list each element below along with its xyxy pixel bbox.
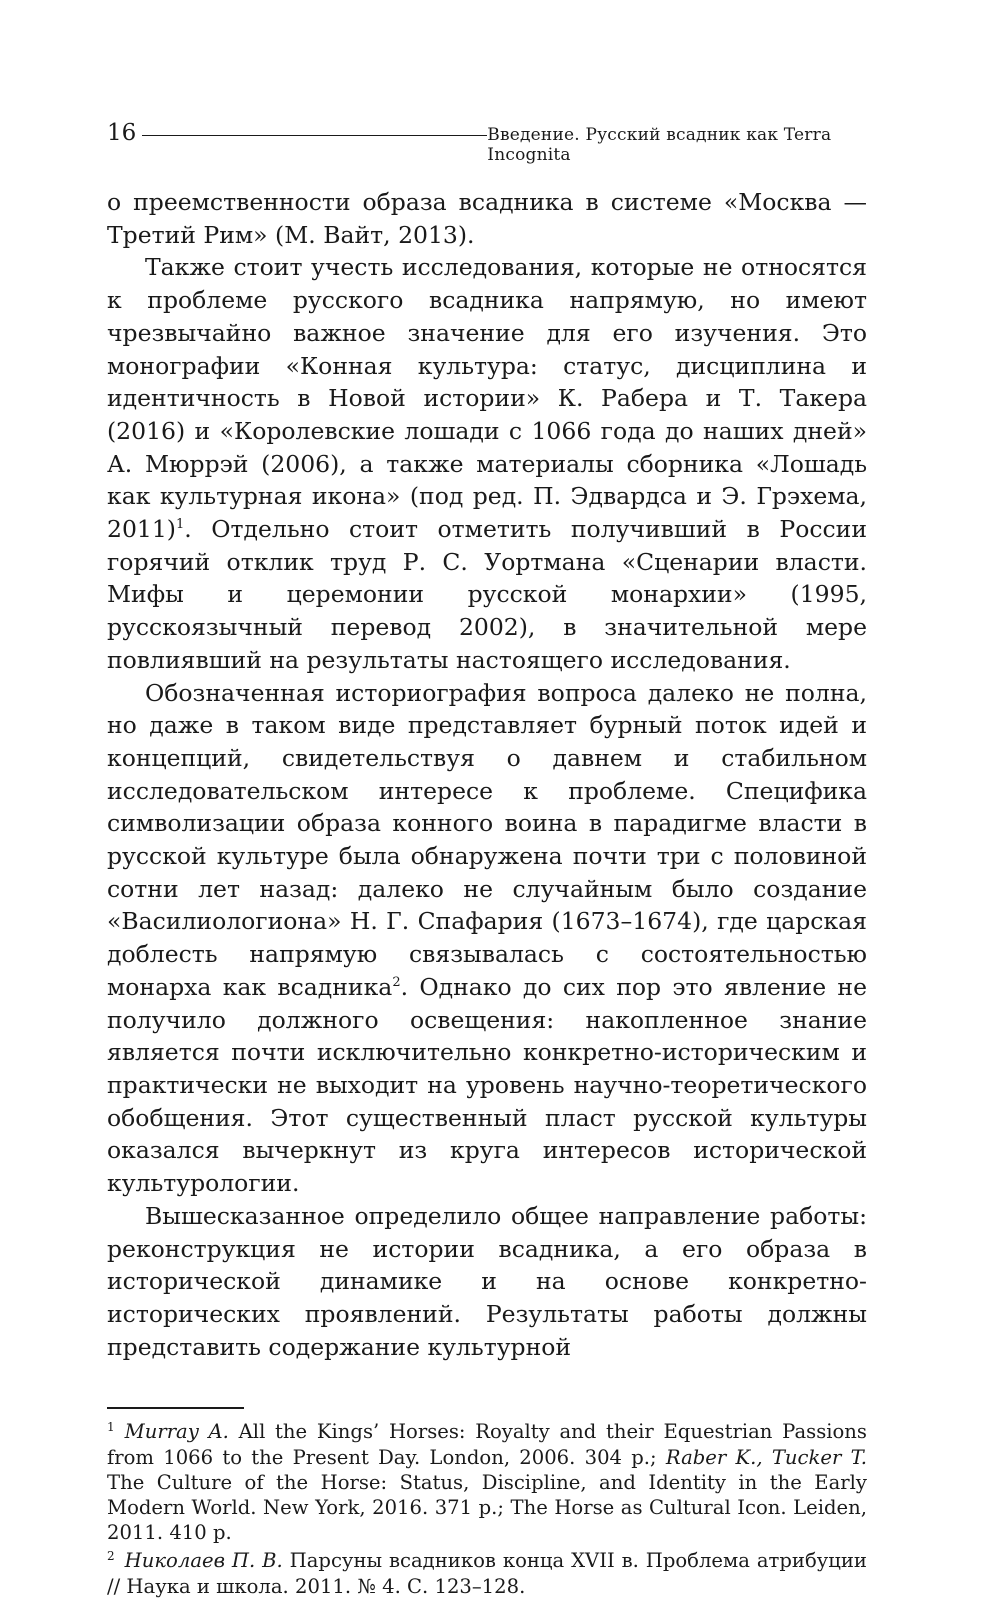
footnote-2-mark: 2 — [107, 1548, 115, 1563]
footnote-rule — [107, 1407, 244, 1409]
footnote-1-text-1: All the Kings’ Horses: Royalty and their Equestrian Passions from 1066 to the Present Day. London, 2006. 304 p.; — [107, 1420, 867, 1469]
page-number: 16 — [107, 120, 137, 146]
running-head — [107, 120, 867, 165]
book-page — [107, 120, 867, 1602]
paragraph-3-text-b: . Однако до сих пор это явление не получило должного освещения: накопленное знание является почти исключительно конкретно-историческим и практически не выходит на уровень научно-теоретического обобщения. Этот существенный пласт русской культуры оказался вычеркнут из круга интересов исторической культурологии. — [107, 972, 867, 1198]
paragraph-2 — [107, 251, 867, 676]
paragraph-3-text-a: Обозначенная историография вопроса далеко не полна, но даже в таком виде представляет бурный поток идей и концепций, свидетельствуя о давнем и стабильном исследовательском интересе к проблеме. Специфика символизации образа конного воина в парадигме власти в русской культуре была обнаружена почти три с половиной сотни лет назад: далеко не случайным было создание «Василиологиона» Н. Г. Спафария (1673–1674), где царская доблесть напрямую связывалась с состоятельностью монарха как всадника — [107, 678, 867, 1001]
main-text — [107, 186, 867, 1363]
footnote-1-author-1: Murray A. — [124, 1420, 229, 1444]
footnote-2-author-1: Николаев П. В. — [124, 1549, 283, 1573]
footnote-2 — [107, 1548, 867, 1598]
paragraph-2-text-b: . Отдельно стоит отметить получивший в России горячий отклик труд Р. С. Уортмана «Сценарии власти. Мифы и церемонии русской монархии» (1995, русскоязычный перевод 2002), в значительной мере повлиявший на результаты настоящего исследования. — [107, 515, 867, 674]
paragraph-1: о преемственности образа всадника в системе «Москва — Третий Рим» (М. Вайт, 2013). — [107, 188, 867, 249]
paragraph-3 — [107, 677, 867, 1200]
footnote-1-mark: 1 — [107, 1419, 115, 1434]
footnote-1-text-2: The Culture of the Horse: Status, Discipline, and Identity in the Early Modern World. New York, 2016. 371 p.; The Horse as Cultural Icon. Leiden, 2011. 410 p. — [107, 1470, 867, 1545]
paragraph-4: Вышесказанное определило общее направление работы: реконструкция не истории всадника, а его образа в исторической динамике и на основе конкретно-исторических проявлений. Результаты работы должны представить содержание культурной — [107, 1201, 867, 1361]
running-title: Введение. Русский всадник как Terra Incognita — [487, 125, 832, 165]
header-rule — [142, 135, 487, 136]
footnote-1-author-2: Raber K., Tucker T. — [665, 1445, 867, 1469]
paragraph-2-text-a: Также стоит учесть исследования, которые не относятся к проблеме русского всадника напрямую, но имеют чрезвычайно важное значение для его изучения. Это монографии «Конная культура: статус, дисциплина и идентичность в Новой истории» К. Рабера и Т. Такера (2016) и «Королевские лошади с 1066 года до наших дней» А. Мюррэй (2006), а также материалы сборника «Лошадь как культурная икона» (под ред. П. Эдвардса и Э. Грэхема, 2011) — [107, 253, 867, 544]
footnote-2-text-1: Парсуны всадников конца XVII в. Проблема атрибуции // Наука и школа. 2011. № 4. С. 123–128. — [107, 1549, 867, 1598]
footnote-1 — [107, 1419, 867, 1545]
footnote-ref-2[interactable]: 2 — [392, 975, 401, 991]
footnotes — [107, 1419, 867, 1598]
footnote-ref-1[interactable]: 1 — [175, 517, 185, 533]
